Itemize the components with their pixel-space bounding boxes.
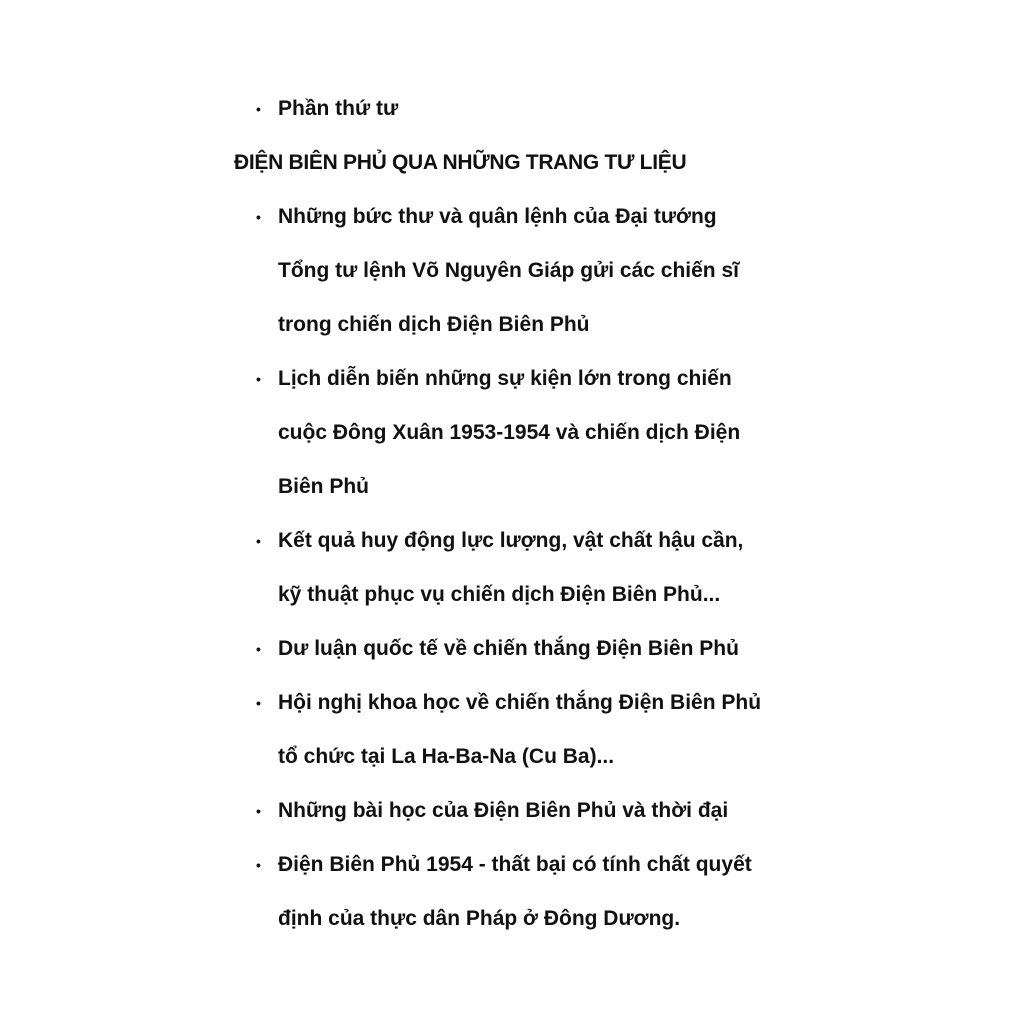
list-item: [234, 190, 1024, 244]
part-item: [234, 82, 1024, 136]
list-item: [234, 784, 1024, 838]
bullet: •: [256, 857, 261, 873]
list-item-line: tổ chức tại La Ha-Ba-Na (Cu Ba)...: [278, 745, 615, 768]
list-item-continuation: [234, 892, 1024, 946]
list-item: [234, 622, 1024, 676]
list-item-line: Tổng tư lệnh Võ Nguyên Giáp gửi các chiến sĩ: [278, 259, 739, 282]
list-item-continuation: [234, 298, 1024, 352]
bullet: •: [256, 209, 261, 225]
list-item-line: Điện Biên Phủ 1954 - thất bại có tính chất quyết: [278, 853, 752, 876]
list-item: [234, 838, 1024, 892]
list-item-line: Lịch diễn biến những sự kiện lớn trong chiến: [278, 367, 732, 390]
list-item: [234, 676, 1024, 730]
bullet: •: [256, 101, 261, 117]
list-item-line: định của thực dân Pháp ở Đông Dương.: [278, 907, 681, 930]
list-item-line: Những bức thư và quân lệnh của Đại tướng: [278, 205, 717, 228]
part-item-text: Phần thứ tư: [278, 97, 399, 120]
list-item-line: Biên Phủ: [278, 475, 370, 498]
bullet: •: [256, 371, 261, 387]
list-item-continuation: [234, 244, 1024, 298]
list-item-line: cuộc Đông Xuân 1953-1954 và chiến dịch Điện: [278, 421, 741, 444]
list-item-line: Dư luận quốc tế về chiến thắng Điện Biên Phủ: [278, 637, 739, 660]
bullet: •: [256, 533, 261, 549]
bullet: •: [256, 641, 261, 657]
list-item-continuation: [234, 406, 1024, 460]
list-item: [234, 352, 1024, 406]
list-item-continuation: [234, 568, 1024, 622]
list-item-line: Những bài học của Điện Biên Phủ và thời đại: [278, 799, 729, 822]
list-item-line: Kết quả huy động lực lượng, vật chất hậu cần,: [278, 529, 744, 552]
list-item-continuation: [234, 730, 1024, 784]
bullet: •: [256, 803, 261, 819]
list-item-line: Hội nghị khoa học về chiến thắng Điện Biên Phủ: [278, 691, 762, 714]
list-item-line: kỹ thuật phục vụ chiến dịch Điện Biên Phủ...: [278, 583, 721, 606]
section-heading: ĐIỆN BIÊN PHỦ QUA NHỮNG TRANG TƯ LIỆU: [234, 151, 687, 174]
bullet: •: [256, 695, 261, 711]
list-item: [234, 514, 1024, 568]
list-item-line: trong chiến dịch Điện Biên Phủ: [278, 313, 590, 336]
list-item-continuation: [234, 460, 1024, 514]
